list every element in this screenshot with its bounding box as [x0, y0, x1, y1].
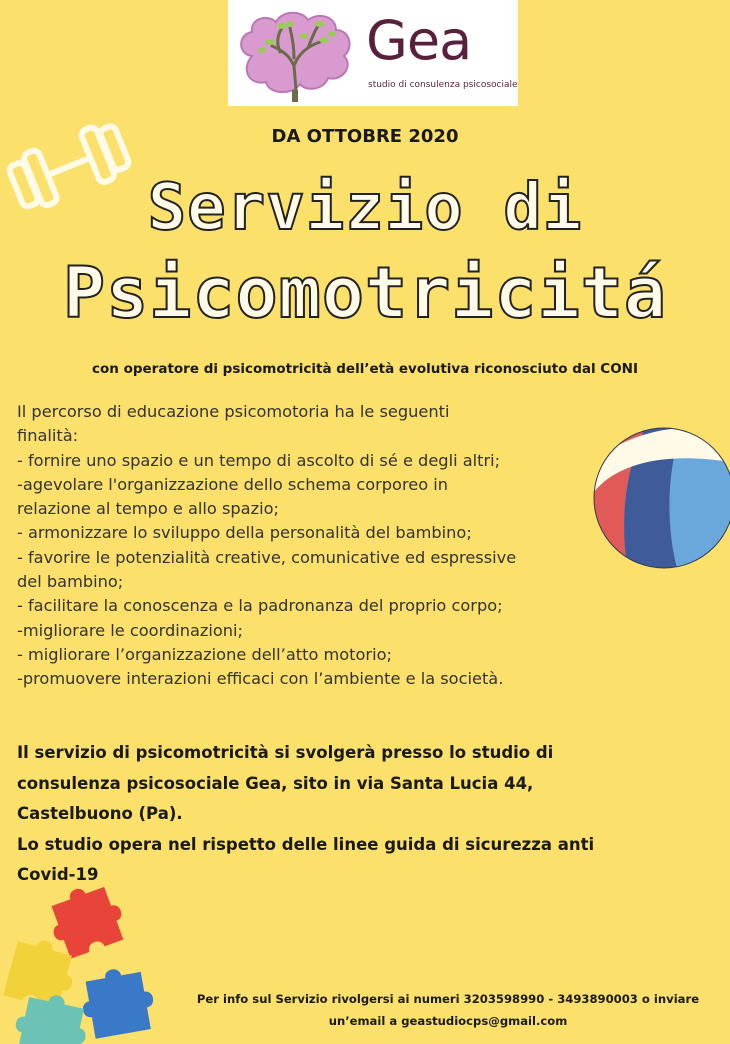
location-paragraph	[17, 738, 717, 891]
brain-tree-logo-icon	[232, 6, 362, 102]
location-line: Covid-19	[17, 865, 99, 884]
body-line: - migliorare l’organizzazione dell’atto motorio;	[17, 644, 392, 664]
goals-paragraph	[17, 400, 617, 692]
body-line: -agevolare l'organizzazione dello schema corporeo in	[17, 474, 449, 494]
contact-email-line: un’email a geastudiocps@gmail.com	[328, 1014, 568, 1028]
body-line: -promuovere interazioni efficaci con l’ambiente e la società.	[17, 669, 504, 689]
body-line: relazione al tempo e allo spazio;	[17, 499, 279, 519]
location-line: Lo studio opera nel rispetto delle linee guida di sicurezza anti	[17, 834, 595, 854]
location-line: Il servizio di psicomotricità si svolgerà presso lo studio di	[17, 743, 554, 762]
page-title-line1: Servizio di	[147, 171, 583, 245]
body-line: - fornire uno spazio e un tempo di ascolto di sé e degli altri;	[17, 450, 501, 470]
body-line: del bambino;	[17, 572, 124, 592]
subtitle: con operatore di psicomotricità dell’età evolutiva riconosciuto dal CONI	[92, 361, 638, 377]
logo-name: Gea	[366, 9, 472, 72]
body-line: - armonizzare lo sviluppo della personalità del bambino;	[17, 523, 472, 543]
location-line: Castelbuono (Pa).	[17, 804, 183, 823]
contact-line: Per info sul Servizio rivolgersi ai numeri 3203598990 - 3493890003 o inviare	[196, 992, 700, 1006]
body-line: Il percorso di educazione psicomotoria ha le seguenti	[17, 402, 450, 421]
contact-info	[168, 988, 728, 1032]
location-line: consulenza psicosociale Gea, sito in via Santa Lucia 44,	[17, 773, 534, 793]
beach-ball-icon	[588, 422, 730, 572]
body-line: -migliorare le coordinazioni;	[17, 620, 244, 640]
page-title-line2: Psicomotricitá	[62, 252, 667, 334]
body-line: - facilitare la conoscenza e la padronanza del proprio corpo;	[17, 596, 503, 616]
logo-subtitle: studio di consulenza psicosociale	[368, 80, 518, 90]
body-line: finalità:	[17, 426, 79, 446]
logo	[228, 0, 518, 106]
puzzle-pieces-icon	[0, 884, 170, 1044]
start-date-heading: DA OTTOBRE 2020	[271, 126, 459, 147]
body-line: - favorire le potenzialità creative, comunicative ed espressive	[17, 547, 517, 567]
